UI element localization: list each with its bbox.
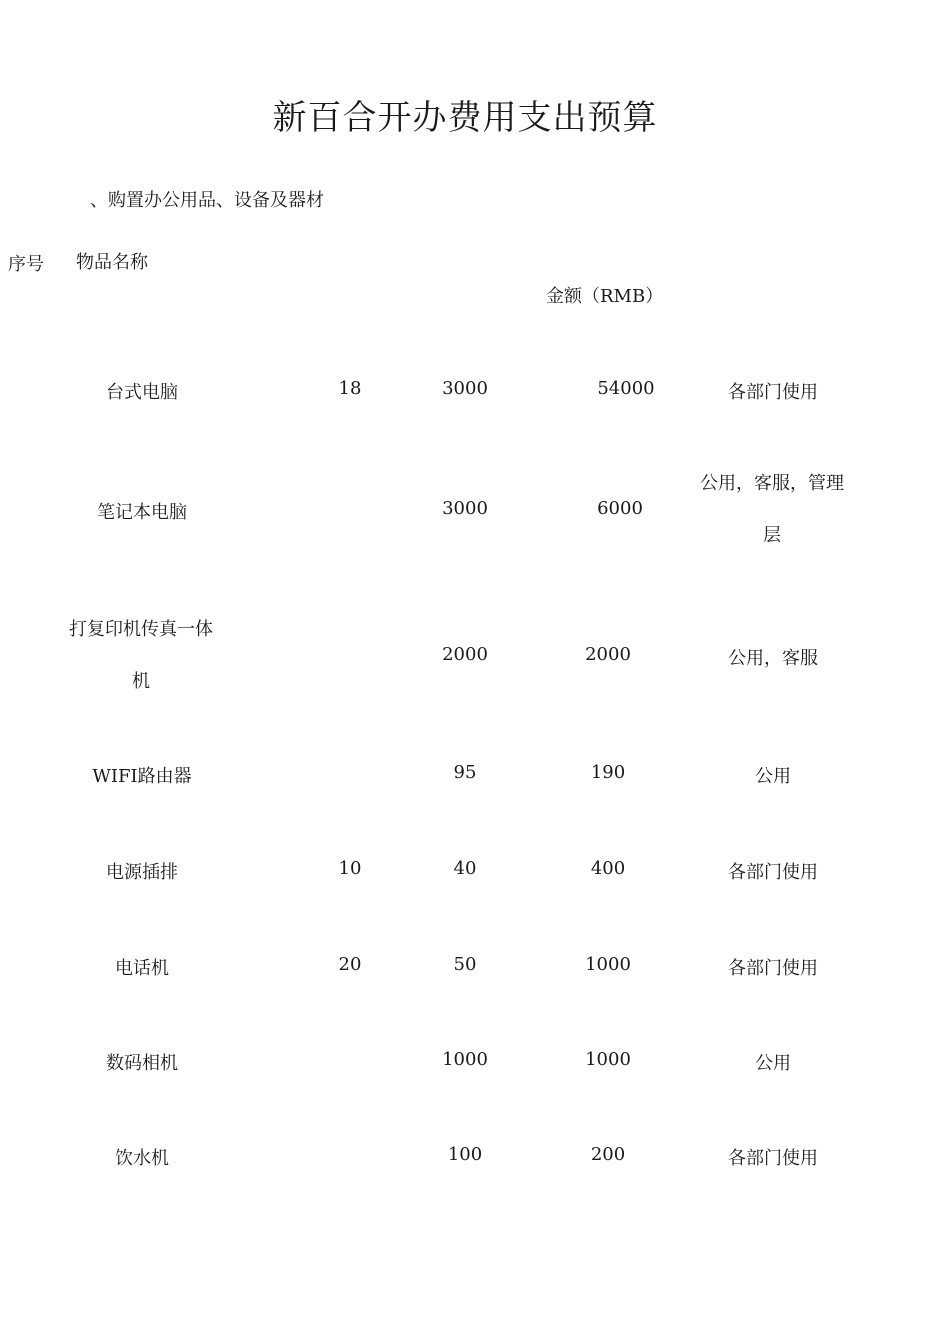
table-row-price: 40 <box>453 858 477 879</box>
table-row-name: 数码相机 <box>106 1053 178 1074</box>
table-row-price: 3000 <box>442 378 488 399</box>
table-row-name: 电源插排 <box>106 862 178 883</box>
table-row-amount: 1000 <box>585 1049 631 1070</box>
column-header-amount: 金额（RMB） <box>546 286 664 307</box>
table-row-price: 95 <box>453 762 477 783</box>
table-row-name: 笔记本电脑 <box>97 502 187 523</box>
table-row-note: 各部门使用 <box>728 1148 818 1169</box>
table-row-note: 各部门使用 <box>728 382 818 403</box>
table-row-name: 电话机 <box>115 958 169 979</box>
table-row-amount: 200 <box>590 1144 626 1165</box>
table-row-amount: 54000 <box>597 378 655 399</box>
table-row-name: 饮水机 <box>115 1148 169 1169</box>
table-row-name: 打复印机传真一体机 <box>69 619 213 692</box>
table-row-amount: 1000 <box>585 954 631 975</box>
table-row-price: 3000 <box>442 498 488 519</box>
table-row-qty: 18 <box>338 378 362 399</box>
table-row-note: 各部门使用 <box>728 862 818 883</box>
table-row-note: 公用 <box>755 1053 791 1074</box>
table-row-amount: 6000 <box>597 498 643 519</box>
table-row-amount: 190 <box>590 762 626 783</box>
table-row-amount: 2000 <box>585 644 631 665</box>
table-row-note: 公用，客服 <box>728 648 818 669</box>
section-heading: 、购置办公用品、设备及器材 <box>90 190 324 211</box>
table-row-price: 1000 <box>442 1049 488 1070</box>
column-header-seq: 序号 <box>8 254 44 275</box>
table-row-qty: 10 <box>338 858 362 879</box>
column-header-name: 物品名称 <box>76 252 148 273</box>
table-row-name: WIFI路由器 <box>92 766 192 787</box>
table-row-price: 100 <box>447 1144 483 1165</box>
table-row-price: 2000 <box>442 644 488 665</box>
table-row-name: 台式电脑 <box>106 382 178 403</box>
table-row-amount: 400 <box>590 858 626 879</box>
table-row-note: 各部门使用 <box>728 958 818 979</box>
table-row-price: 50 <box>453 954 477 975</box>
table-row-note: 公用，客服，管理层 <box>700 473 844 546</box>
page-title: 新百合开办费用支出预算 <box>272 98 658 138</box>
table-row-qty: 20 <box>338 954 362 975</box>
table-row-note: 公用 <box>755 766 791 787</box>
